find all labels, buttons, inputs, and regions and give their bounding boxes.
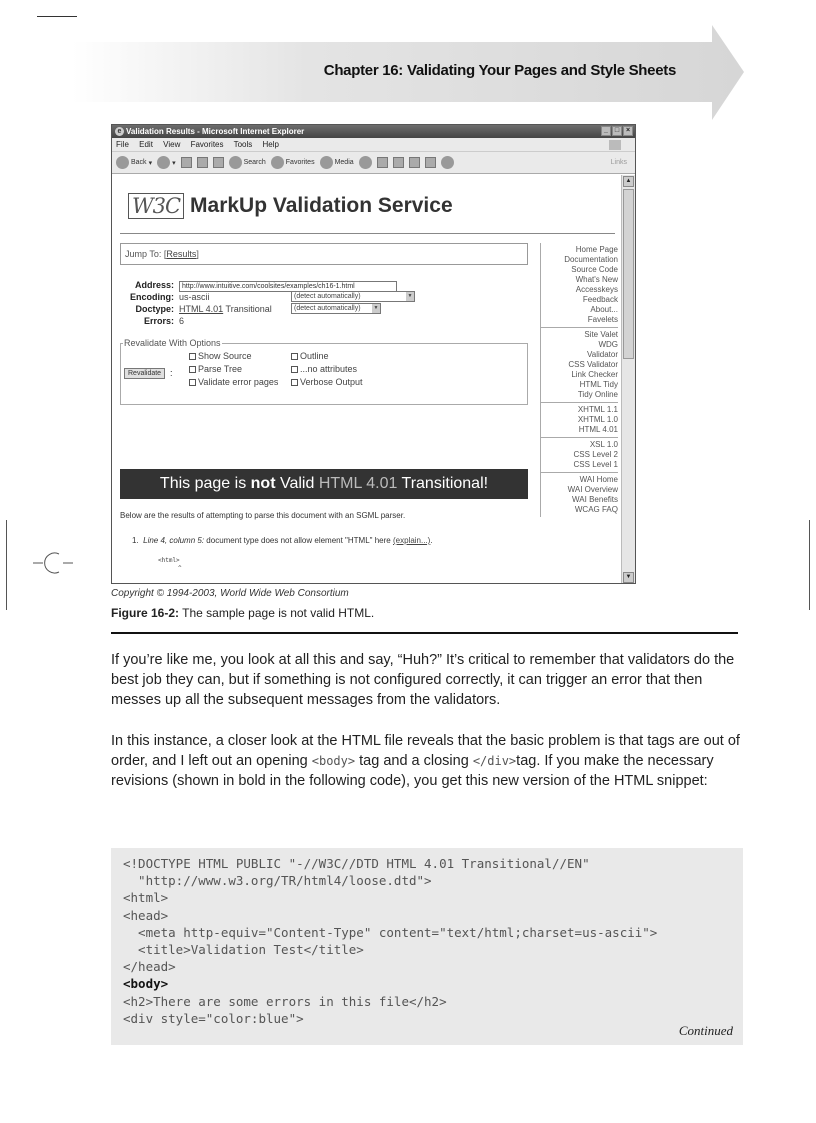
code-line: <html>	[123, 890, 169, 906]
nav-link[interactable]: CSS Level 2	[573, 450, 618, 459]
error-code-1: <html>	[158, 557, 180, 564]
search-button[interactable]: Search	[229, 156, 266, 169]
checkbox[interactable]	[291, 353, 298, 360]
page-header	[128, 193, 453, 219]
nav-link[interactable]: XHTML 1.0	[577, 415, 618, 424]
edit-icon[interactable]	[409, 157, 420, 168]
nav-link[interactable]: Home Page	[575, 245, 618, 254]
vertical-scrollbar[interactable]	[621, 175, 635, 584]
code-listing	[111, 848, 743, 1045]
option-outline[interactable]: Outline	[291, 350, 363, 363]
print-icon[interactable]	[393, 157, 404, 168]
encoding-value: us-ascii	[179, 292, 210, 302]
back-button[interactable]: Back ▾	[116, 156, 152, 169]
menu-view[interactable]: View	[163, 140, 181, 149]
option-show-source[interactable]: Show Source	[189, 350, 278, 363]
nav-link[interactable]: WDG	[598, 340, 618, 349]
nav-group-html	[541, 403, 618, 438]
chapter-header	[72, 25, 744, 120]
window-titlebar	[112, 125, 635, 138]
nav-link[interactable]: Tidy Online	[577, 390, 618, 399]
explain-link[interactable]: (explain...)	[392, 536, 431, 545]
chevron-down-icon: ▼	[373, 305, 379, 311]
code-line: <head>	[123, 907, 169, 923]
option-validate-error-pages[interactable]: Validate error pages	[189, 376, 278, 389]
stop-icon[interactable]	[181, 157, 192, 168]
forward-button[interactable]: ▾	[157, 156, 176, 169]
code-line: <!DOCTYPE HTML PUBLIC "-//W3C//DTD HTML 4.01 Transitional//EN"	[123, 856, 590, 871]
nav-link[interactable]: Site Valet	[584, 330, 618, 339]
discuss-icon[interactable]	[425, 157, 436, 168]
doctype-select[interactable]: (detect automatically) ▼	[291, 303, 381, 314]
error-caret: ^	[178, 565, 182, 572]
links-label[interactable]: Links	[610, 159, 627, 166]
chapter-title: Chapter 16: Validating Your Pages and Style Sheets	[323, 62, 676, 79]
nav-link[interactable]: Favelets	[587, 315, 618, 324]
nav-link[interactable]: CSS Level 1	[573, 460, 618, 469]
star-icon	[271, 156, 284, 169]
code-line: <title>Validation Test</title>	[123, 941, 364, 957]
nav-link[interactable]: XSL 1.0	[589, 440, 618, 449]
mail-icon[interactable]	[377, 157, 388, 168]
w3c-logo[interactable]: W3C	[128, 193, 184, 219]
media-button[interactable]: Media	[320, 156, 354, 169]
address-label: Address:	[134, 280, 174, 290]
option-parse-tree[interactable]: Parse Tree	[189, 363, 278, 376]
revalidate-legend: Revalidate With Options	[124, 338, 221, 348]
search-icon	[229, 156, 242, 169]
revalidate-button[interactable]: Revalidate	[124, 368, 165, 379]
nav-link[interactable]: HTML Tidy	[579, 380, 618, 389]
checkbox[interactable]	[189, 379, 196, 386]
paragraph-1: If you’re like me, you look at all this and say, “Huh?” It’s critical to remember that validators do the best job they can, but if something is not configured correctly, it can trigger an error that then messes up all the subsequent messages from the validators.	[111, 652, 735, 708]
nav-link[interactable]: Accesskeys	[575, 285, 618, 294]
checkbox[interactable]	[189, 366, 196, 373]
menu-tools[interactable]: Tools	[233, 140, 253, 149]
option-verbose-output[interactable]: Verbose Output	[291, 376, 363, 389]
figure-caption: Figure 16-2: The sample page is not valid HTML.	[111, 606, 375, 620]
doctype-link[interactable]: HTML 4.01	[179, 304, 224, 314]
results-intro: Below are the results of attempting to parse this document with an SGML parser.	[120, 511, 406, 520]
jump-to-bar: Jump To: [Results]	[120, 243, 528, 265]
refresh-icon[interactable]	[197, 157, 208, 168]
ie-icon: e	[115, 127, 124, 136]
windows-flag-icon	[609, 140, 621, 150]
menu-edit[interactable]: Edit	[139, 140, 153, 149]
nav-link[interactable]: HTML 4.01	[578, 425, 618, 434]
code-line: </head>	[123, 959, 176, 975]
nav-link[interactable]: CSS Validator	[568, 360, 618, 369]
browser-window	[111, 124, 636, 584]
checkbox[interactable]	[189, 353, 196, 360]
nav-link[interactable]: Source Code	[571, 265, 618, 274]
options-column-1	[189, 350, 278, 389]
nav-link[interactable]: XHTML 1.1	[577, 405, 618, 414]
scroll-thumb[interactable]	[623, 189, 634, 359]
nav-link[interactable]: Feedback	[582, 295, 618, 304]
revalidate-options: Revalidate With Options Revalidate : Show Source Parse Tree Validate error pages Outline ...no attributes Verbose Output	[120, 343, 528, 405]
menu-file[interactable]: File	[116, 140, 129, 149]
results-link[interactable]: Results	[166, 249, 197, 259]
nav-link[interactable]: WAI Benefits	[572, 495, 618, 504]
invalid-banner: This page is not Valid HTML 4.01 Transitional!	[120, 469, 528, 499]
minimize-icon[interactable]: _	[601, 126, 611, 136]
nav-link[interactable]: WCAG FAQ	[574, 505, 618, 514]
browser-toolbar	[112, 152, 635, 174]
error-item-1: 1. Line 4, column 5: document type does not allow element "HTML" here (explain...).	[132, 536, 433, 545]
crop-mark-icon	[33, 543, 73, 583]
favorites-button[interactable]: Favorites	[271, 156, 315, 169]
nav-group-main	[541, 243, 618, 328]
form-values	[179, 279, 413, 327]
validator-page	[112, 175, 622, 584]
nav-link[interactable]: Validator	[587, 350, 618, 359]
home-icon[interactable]	[213, 157, 224, 168]
nav-group-css	[541, 438, 618, 473]
doctype-suffix: Transitional	[225, 304, 272, 314]
errors-label: Errors:	[143, 316, 174, 326]
code-line: <div style="color:blue">	[123, 1010, 304, 1026]
corner-rule	[37, 16, 77, 17]
nav-group-wai	[541, 473, 618, 517]
encoding-label: Encoding:	[130, 292, 174, 302]
nav-link[interactable]: WAI Home	[579, 475, 618, 484]
form-labels	[114, 279, 174, 327]
forward-arrow-icon	[157, 156, 170, 169]
media-icon	[320, 156, 333, 169]
copyright-line: Copyright © 1994-2003, World Wide Web Consortium	[111, 588, 349, 599]
scroll-up-icon[interactable]: ▲	[623, 176, 634, 187]
messenger-icon[interactable]	[441, 156, 454, 169]
code-line-bold: <body>	[123, 976, 169, 992]
maximize-icon[interactable]: □	[612, 126, 622, 136]
page-title: MarkUp Validation Service	[190, 194, 453, 217]
options-column-2	[291, 350, 363, 389]
nav-group-tools	[541, 328, 618, 403]
nav-link[interactable]: Documentation	[564, 255, 618, 264]
history-icon[interactable]	[359, 156, 372, 169]
caption-divider	[111, 632, 738, 634]
encoding-select[interactable]: (detect automatically) ▼	[291, 291, 415, 302]
scroll-down-icon[interactable]: ▼	[623, 572, 634, 583]
checkbox[interactable]	[291, 379, 298, 386]
margin-line-left	[6, 520, 7, 610]
close-icon[interactable]: ×	[623, 126, 633, 136]
doctype-label: Doctype:	[135, 304, 174, 314]
nav-link[interactable]: WAI Overview	[567, 485, 618, 494]
side-navigation	[540, 243, 622, 517]
code-line: <meta http-equiv="Content-Type" content="text/html;charset=us-ascii">	[123, 924, 658, 940]
window-title: Validation Results - Microsoft Internet Explorer	[126, 127, 305, 136]
errors-value: 6	[179, 316, 185, 326]
code-line: <h2>There are some errors in this file</h2>	[123, 993, 447, 1009]
menu-favorites[interactable]: Favorites	[190, 140, 224, 149]
continued-label: Continued	[678, 1022, 733, 1038]
margin-line-right	[809, 520, 810, 610]
nav-link[interactable]: What's New	[575, 275, 618, 284]
menu-help[interactable]: Help	[262, 140, 279, 149]
menu-bar	[112, 138, 635, 152]
address-input[interactable]: http://www.intuitive.com/coolsites/examples/ch16-1.html	[179, 281, 397, 292]
checkbox[interactable]	[291, 366, 298, 373]
code-line: "http://www.w3.org/TR/html4/loose.dtd">	[123, 873, 432, 889]
chevron-down-icon: ▼	[407, 293, 413, 299]
nav-link[interactable]: About...	[590, 305, 618, 314]
paragraph-2: In this instance, a closer look at the HTML file reveals that the basic problem is that tags are out of order, and I left out an opening <body> tag and a closing </div>tag. If you make the necessary revisions (shown in bold in the following code), you get this new version of the HTML snippet:	[111, 733, 740, 789]
nav-link[interactable]: Link Checker	[571, 370, 618, 379]
header-divider	[120, 233, 615, 234]
option-no-attributes[interactable]: ...no attributes	[291, 363, 363, 376]
back-arrow-icon	[116, 156, 129, 169]
